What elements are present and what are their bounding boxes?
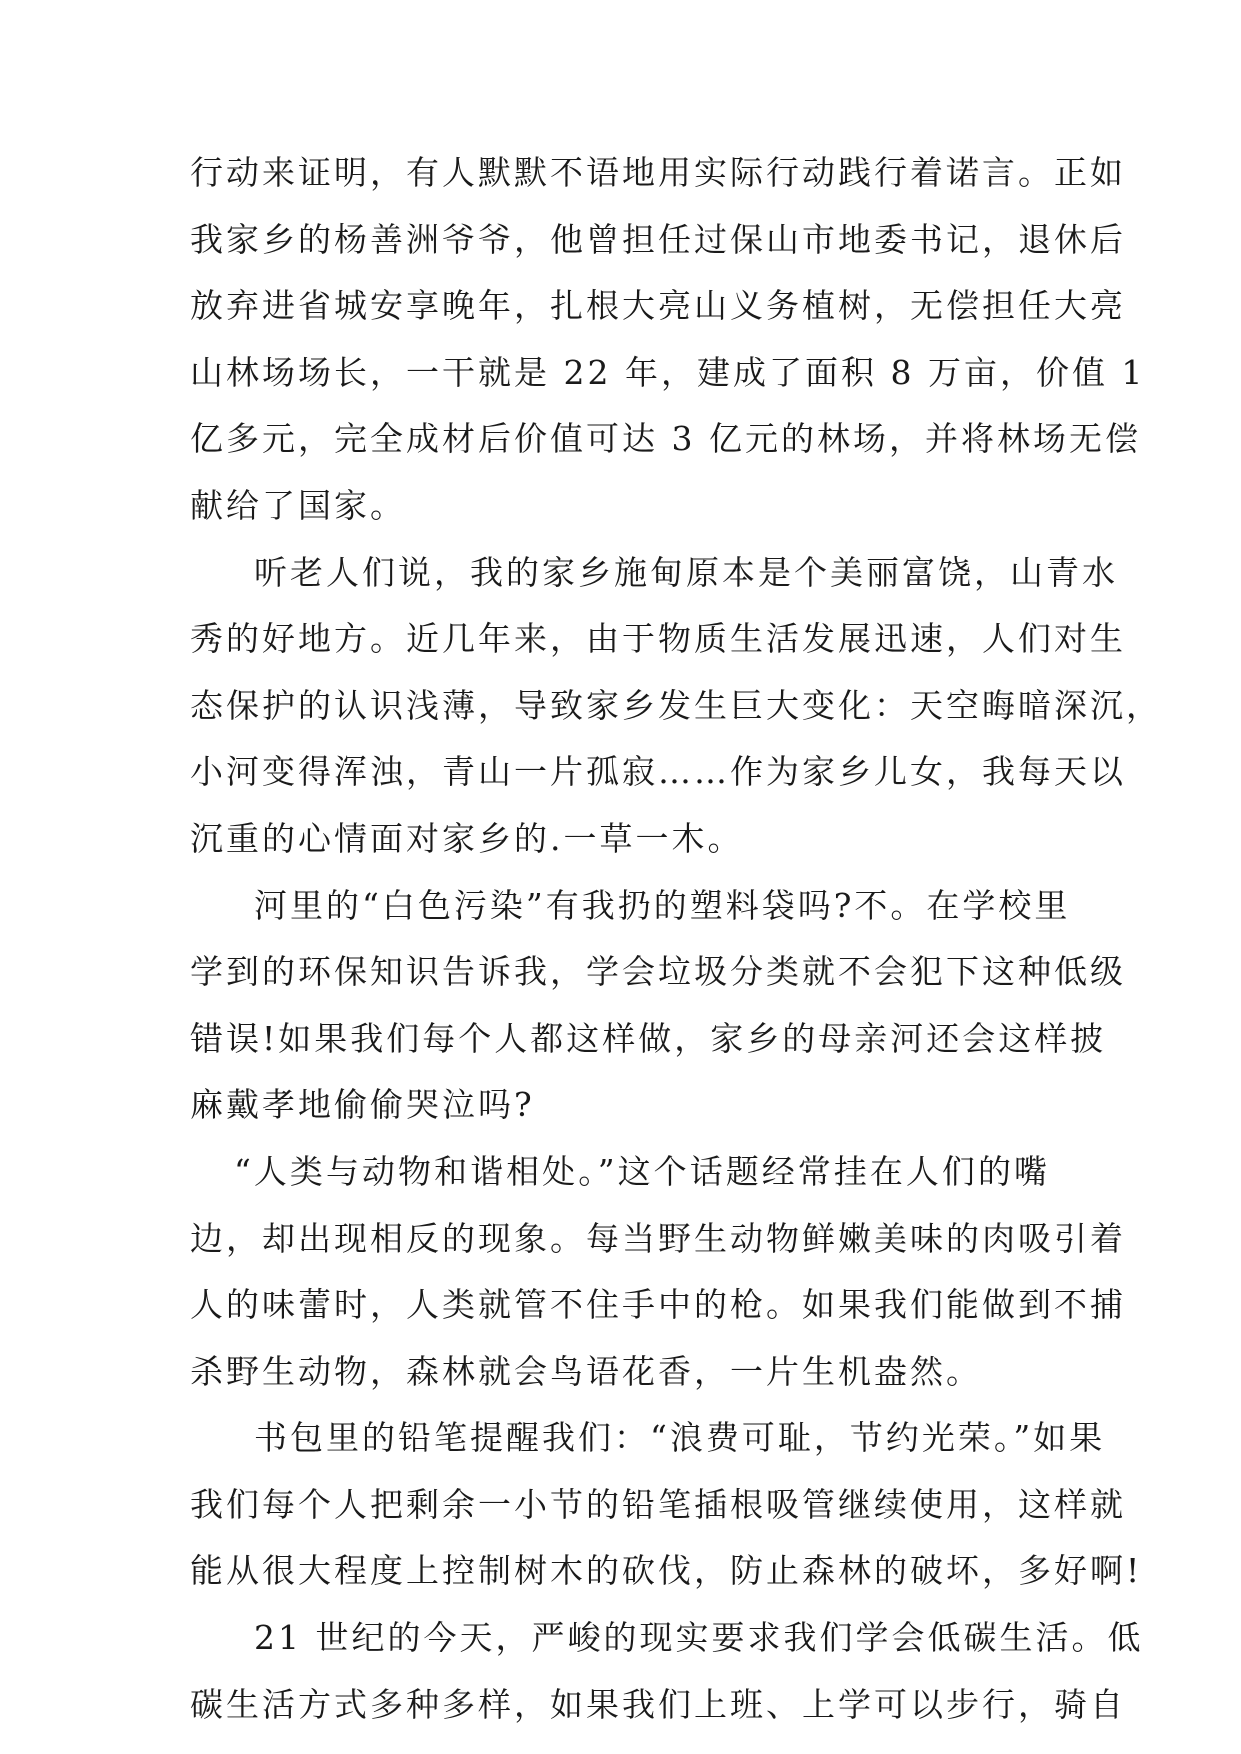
text-line: 小河变得浑浊，青山一片孤寂……作为家乡儿女，我每天以 <box>190 752 1126 792</box>
paragraph <box>190 1139 1126 1405</box>
text-line: 沉重的心情面对家乡的.一草一木。 <box>190 818 744 858</box>
text-line: 能从很大程度上控制树木的砍伐，防止森林的破坏，多好啊! <box>190 1551 1143 1591</box>
paragraph <box>190 1605 1144 1738</box>
paragraph <box>190 1405 1143 1605</box>
text-line: 献给了国家。 <box>190 485 406 525</box>
paragraph <box>190 873 1126 1139</box>
text-line: 21 世纪的今天，严峻的现实要求我们学会低碳生活。低 <box>254 1618 1144 1658</box>
text-line: 错误!如果我们每个人都这样做，家乡的母亲河还会这样披 <box>190 1018 1107 1058</box>
text-line: 我家乡的杨善洲爷爷，他曾担任过保山市地委书记，退休后 <box>190 219 1126 259</box>
text-line: 听老人们说，我的家乡施甸原本是个美丽富饶，山青水 <box>254 552 1118 592</box>
text-line: 行动来证明，有人默默不语地用实际行动践行着诺言。正如 <box>190 153 1126 192</box>
text-line: 亿多元，完全成材后价值可达 3 亿元的林场，并将林场无偿 <box>190 419 1141 459</box>
paragraph <box>190 140 1146 540</box>
text-line: 我们每个人把剩余一小节的铅笔插根吸管继续使用，这样就 <box>190 1484 1126 1524</box>
text-line: 麻戴孝地偷偷哭泣吗? <box>190 1085 535 1125</box>
document-body <box>190 140 1162 1738</box>
text-line: 书包里的铅笔提醒我们：“浪费可耻，节约光荣。”如果 <box>254 1418 1106 1458</box>
text-line: 秀的好地方。近几年来，由于物质生活发展迅速，人们对生 <box>190 619 1126 659</box>
text-line: 杀野生动物，森林就会鸟语花香，一片生机盎然。 <box>190 1351 982 1391</box>
text-line: 人的味蕾时，人类就管不住手中的枪。如果我们能做到不捕 <box>190 1285 1126 1325</box>
paragraph <box>190 540 1162 873</box>
text-line: “人类与动物和谐相处。”这个话题经常挂在人们的嘴 <box>234 1151 1050 1191</box>
text-line: 山林场场长，一干就是 22 年，建成了面积 8 万亩，价值 1 <box>190 352 1146 392</box>
text-line: 河里的“白色污染”有我扔的塑料袋吗?不。在学校里 <box>254 885 1071 925</box>
text-line: 碳生活方式多种多样，如果我们上班、上学可以步行，骑自 <box>190 1684 1126 1724</box>
text-line: 放弃进省城安享晚年，扎根大亮山义务植树，无偿担任大亮 <box>190 286 1126 326</box>
text-line: 态保护的认识浅薄，导致家乡发生巨大变化：天空晦暗深沉， <box>190 685 1162 725</box>
text-line: 边，却出现相反的现象。每当野生动物鲜嫩美味的肉吸引着 <box>190 1218 1126 1258</box>
text-line: 学到的环保知识告诉我，学会垃圾分类就不会犯下这种低级 <box>190 952 1126 992</box>
